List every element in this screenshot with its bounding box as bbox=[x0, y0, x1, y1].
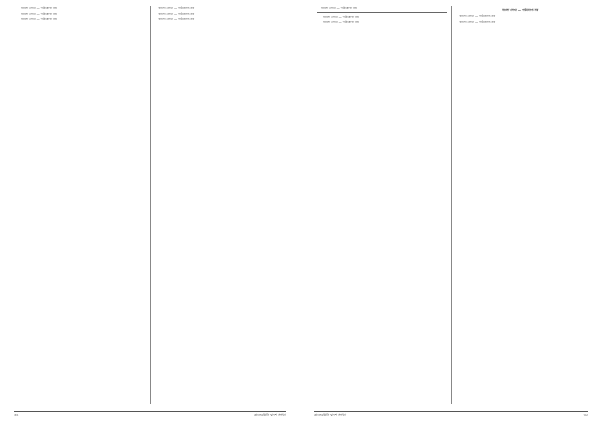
list-item: বাংলা লেখা — পাঠযোগ্য নয় bbox=[323, 15, 359, 20]
body-paragraph: বাংলা লেখা — পাঠযোগ্য নয় bbox=[459, 19, 496, 24]
section-rule bbox=[317, 12, 447, 13]
right-page-number: ৩৫ bbox=[583, 413, 588, 417]
list-item: বাংলা লেখা — পাঠযোগ্য নয় bbox=[323, 20, 359, 25]
body-paragraph: বাংলা লেখা — পাঠযোগ্য নয় bbox=[21, 6, 57, 10]
body-paragraph: বাংলা লেখা — পাঠযোগ্য নয় bbox=[21, 11, 57, 16]
left-running-title: কালেরধ্বনি দ্বাদশ সংখ্যা bbox=[253, 413, 286, 417]
column-divider bbox=[150, 6, 151, 404]
section-heading: বাংলা লেখা — পাঠযোগ্য নয় bbox=[502, 8, 539, 12]
right-page-column-2 bbox=[452, 6, 588, 404]
body-paragraph: বাংলা লেখা — পাঠযোগ্য নয় bbox=[21, 17, 57, 22]
body-paragraph: বাংলা লেখা — পাঠযোগ্য নয় bbox=[158, 11, 195, 16]
body-paragraph: বাংলা লেখা — পাঠযোগ্য নয় bbox=[158, 6, 195, 10]
left-page-columns bbox=[14, 6, 286, 404]
left-page-column-1 bbox=[14, 6, 149, 404]
right-page-footer bbox=[314, 411, 588, 418]
body-paragraph: বাংলা লেখা — পাঠযোগ্য নয় bbox=[321, 6, 357, 10]
column-divider bbox=[451, 6, 452, 404]
right-page-columns bbox=[314, 6, 588, 404]
left-page bbox=[14, 6, 286, 418]
left-page-column-2 bbox=[151, 6, 286, 404]
right-page bbox=[314, 6, 588, 418]
right-page-column-1 bbox=[314, 6, 450, 404]
left-page-footer bbox=[14, 411, 286, 418]
right-running-title: কালেরধ্বনি দ্বাদশ সংখ্যা bbox=[314, 413, 347, 417]
body-paragraph: বাংলা লেখা — পাঠযোগ্য নয় bbox=[158, 17, 195, 22]
left-page-number: ৩৪ bbox=[14, 413, 19, 417]
body-paragraph: বাংলা লেখা — পাঠযোগ্য নয় bbox=[459, 14, 496, 19]
